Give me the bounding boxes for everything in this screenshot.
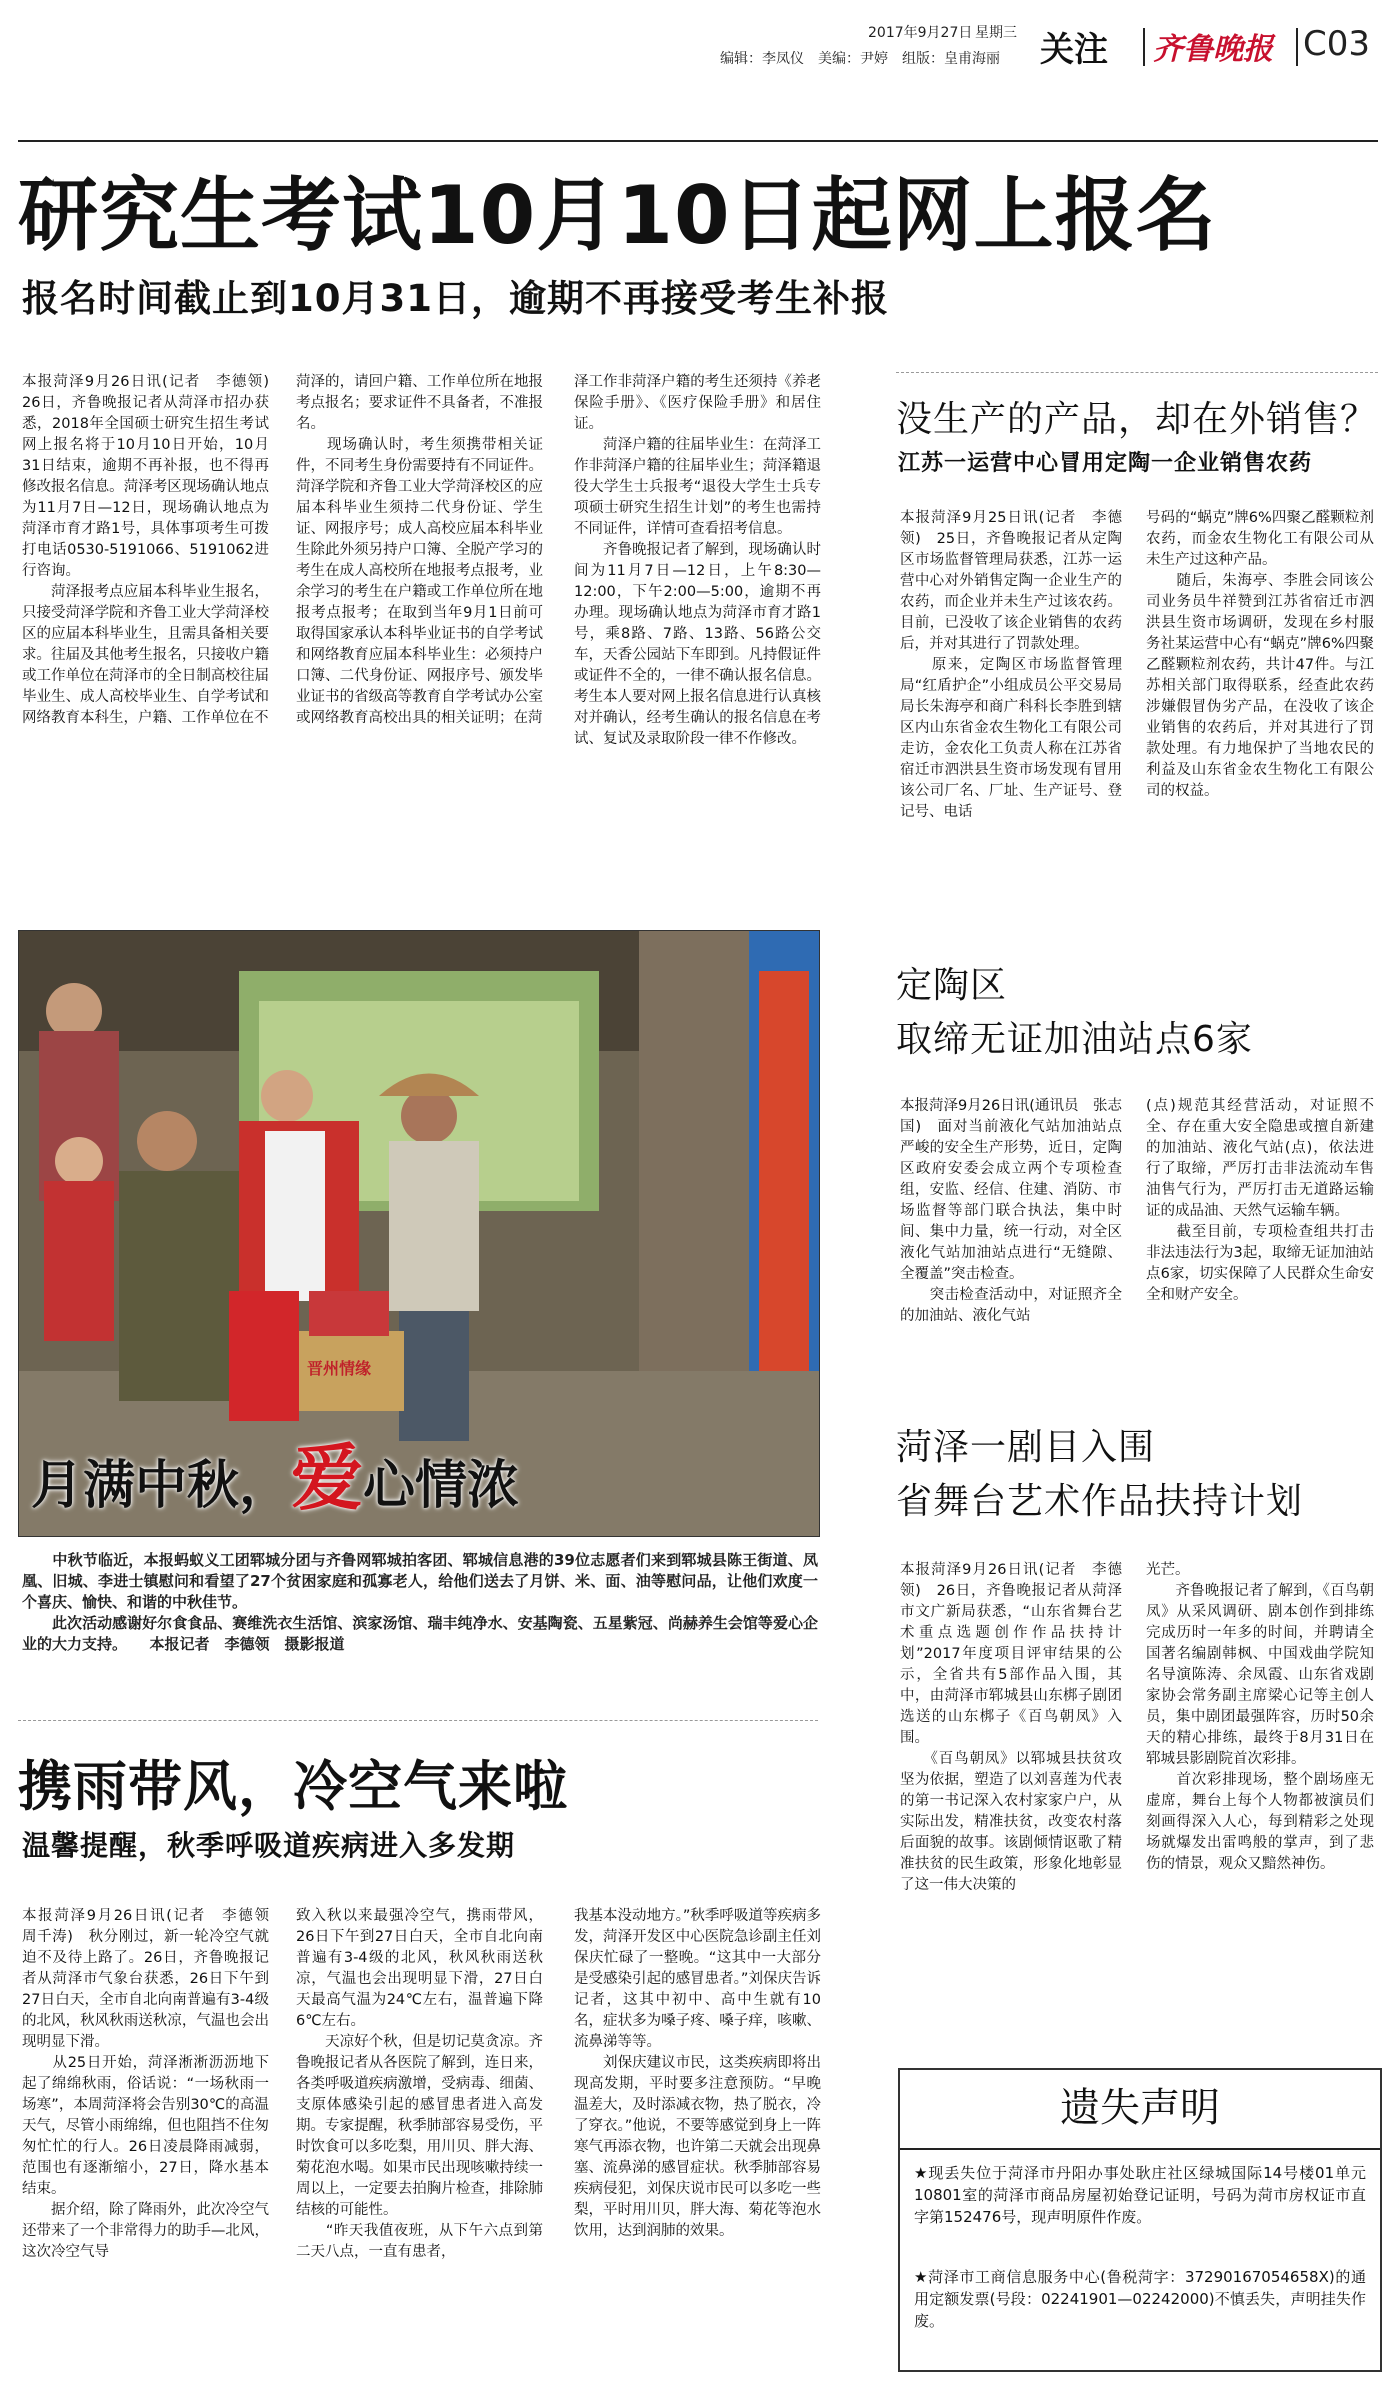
photo-overlay-love: 爱 xyxy=(291,1436,364,1520)
photo-sign: 晋州情缘 xyxy=(307,1359,372,1378)
gas-col1: 本报菏泽9月26日讯(通讯员 张志国) 面对当前液化气站加油站点严峻的安全生产形势，近日，定陶区政府安委会成立两个专项检查组，安监、经信、住建、消防、市场监督等部门联合执法，集中时间、集中力量，统一行动，对全区液化气站加油站点进行“无缝隙、全覆盖”突击检查。 突击检查活动中，对证照齐全的加油站、液化气站 xyxy=(900,1098,1122,1324)
main-article-col2: 菏泽的，请回户籍、工作单位所在地报考点报名；要求证件不具备者，不准报名。 现场确认时，考生须携带相关证件，不同考生身份需要持有不同证件。菏泽学院和齐鲁工业大学菏泽校区的应届本科毕业生须持二代身份证、学生证、网报序号；成人高校应届本科毕业生除此外须另持户口簿、全脱产学习的考生在成人高校所在地报考点报考，业余学习的考生在户籍或工作单位所在地报考点报考；在取到当年9月1日前可取得国家承认本科毕业证书的自学考试和网络教育应届本科毕业生：必须持户口簿、二代身份证、网报序号、颁发毕业证书的省级高等教育自学考试办公室或网络教育高校出具的相关证明；在菏 xyxy=(296,374,543,726)
weather-col1: 本报菏泽9月26日讯(记者 李德领 周千涛) 秋分刚过，新一轮冷空气就迫不及待上路了。26日，齐鲁晚报记者从菏泽市气象台获悉，26日下午到27日白天，全市自北向南普遍有3-4级的北风，秋风秋雨送秋凉，气温也会出现明显下滑。 从25日开始，菏泽淅淅沥沥地下起了绵绵秋雨，俗话说：“一场秋雨一场寒”，本周菏泽将会告别30℃的高温天气，尽管小雨绵绵，但也阻挡不住匆匆忙忙的行人。26日凌晨降雨减弱，范围也有逐渐缩小，27日，降水基本结束。 据介绍，除了降雨外，此次冷空气还带来了一个非常得力的助手—北风，这次冷空气导 xyxy=(22,1908,269,2260)
photo-overlay-title xyxy=(31,1436,520,1520)
lost-notice-box xyxy=(898,2068,1382,2372)
header-date: 2017年9月27日 xyxy=(868,25,973,41)
main-headline: 研究生考试10月10日起网上报名 xyxy=(18,169,1217,262)
section-tag: 关注 xyxy=(1040,30,1108,70)
weather-col2: 致入秋以来最强冷空气，携雨带风，26日下午到27日白天，全市自北向南普遍有3-4级的北风，秋风秋雨送秋凉，气温也会出现明显下滑，27日白天最高气温为24℃左右，温普遍下降6℃左右。 天凉好个秋，但是切记莫贪凉。齐鲁晚报记者从各医院了解到，连日来，各类呼吸道疾病激增，受病毒、细菌、支原体感染引起的感冒患者进入高发期。专家提醒，秋季肺部容易受伤，平时饮食可以多吃梨，用川贝、胖大海、菊花泡水喝。如果市民出现咳嗽持续一周以上，一定要去拍胸片检查，排除肺结核的可能性。 “昨天我值夜班，从下午六点到第二天八点，一直有患者， xyxy=(296,1908,543,2260)
drama-col2: 光芒。 齐鲁晚报记者了解到，《百鸟朝凤》从采风调研、剧本创作到排练完成历时一年多的时间，并聘请全国著名编剧韩枫、中国戏曲学院知名导演陈涛、余凤霞、山东省戏剧家协会常务副主席梁心记等主创人员，集中剧团最强阵容，历时50余天的精心排练，最终于8月31日在郓城县影剧院首次彩排。 首次彩排现场，整个剧场座无虚席，舞台上每个人物都被演员们刻画得深入人心，每到精彩之处现场就爆发出雷鸣般的掌声，到了悲伤的情景，观众又黯然神伤。 xyxy=(1146,1562,1374,1872)
notice-title-rule xyxy=(900,2148,1380,2150)
header-divider-1 xyxy=(1143,28,1145,66)
notice-item-1: ★现丢失位于菏泽市丹阳办事处耿庄社区绿城国际14号楼01单元10801室的菏泽市商品房屋初始登记证明，号码为菏市房权证市直字第152476号，现声明原件作废。 xyxy=(914,2164,1366,2226)
drama-col1: 本报菏泽9月26日讯(记者 李德领) 26日，齐鲁晚报记者从菏泽市文广新局获悉，“山东省舞台艺术重点选题创作作品扶持计划”2017年度项目评审结果的公示，全省共有5部作品入围，其中，由菏泽市郓城县山东梆子剧团选送的山东梆子《百鸟朝凤》入围。 《百鸟朝凤》以郓城县扶贫攻坚为依据，塑造了以刘喜莲为代表的第一书记深入农村家家户户，从实际出发，精准扶贫，改变农村落后面貌的故事。该剧倾情讴歌了精准扶贫的民生政策，形象化地彰显了这一伟大决策的 xyxy=(900,1562,1122,1893)
main-article-col1: 本报菏泽9月26日讯(记者 李德领) 26日，齐鲁晚报记者从菏泽市招办获悉，2018年全国硕士研究生招生考试网上报名将于10月10日开始，10月31日结束，逾期不再补报，也不得再修改报名信息。菏泽考区现场确认地点为11月7日—12日，现场确认地点为菏泽市育才路1号，具体事项考生可拨打电话0530-5191066、5191062进行咨询。 菏泽报考点应届本科毕业生报名，只接受菏泽学院和齐鲁工业大学菏泽校区的应届本科毕业生，且需具备相关要求。往届及其他考生报名，只接收户籍或工作单位在菏泽市的全日制高校往届毕业生、成人高校毕业生、自学考试和网络教育本科生，户籍、工作单位在不 xyxy=(22,374,269,726)
main-article-col3: 泽工作非菏泽户籍的考生还须持《养老保险手册》、《医疗保险手册》和居住证。 菏泽户籍的往届毕业生：在菏泽工作非菏泽户籍的往届毕业生；菏泽籍退役大学生士兵报考“退役大学生士兵专项硕士研究生招生计划”的考生也需持不同证件，详情可查看招考信息。 齐鲁晚报记者了解到，现场确认时间为11月7日—12日，上午8:30—12:00，下午2:00—5:00，逾期不再办理。现场确认地点为菏泽市育才路1号，乘8路、7路、13路、56路公交车，天香公园站下车即到。凡持假证件或证件不全的，一律不确认报名信息。考生本人要对网上报名信息进行认真核对并确认，经考生确认的报名信息在考试、复试及录取阶段一律不作修改。 xyxy=(574,374,821,747)
page-number: C03 xyxy=(1303,24,1371,64)
gas-headline-line2: 取缔无证加油站点6家 xyxy=(896,1019,1253,1060)
mid-autumn-photo xyxy=(18,930,820,1537)
weather-col3: 我基本没动地方。”秋季呼吸道等疾病多发，菏泽开发区中心医院急诊副主任刘保庆忙碌了一整晚。“这其中一大部分是受感染引起的感冒患者。”刘保庆告诉记者，这其中初中、高中生就有10名，症状多为嗓子疼、嗓子痒，咳嗽、流鼻涕等等。 刘保庆建议市民，这类疾病即将出现高发期，平时要多注意预防。“早晚温差大，及时添减衣物，热了脱衣，冷了穿衣。”他说，不要等感觉到身上一阵寒气再添衣物，也许第二天就会出现鼻塞、流鼻涕的感冒症状。秋季肺部容易疾病侵犯，刘保庆说市民可以多吃一些梨，平时用川贝，胖大海、菊花等泡水饮用，达到润肺的效果。 xyxy=(574,1908,821,2239)
weather-subheadline: 温馨提醒，秋季呼吸道疾病进入多发期 xyxy=(22,1829,516,1862)
gas-col2: (点)规范其经营活动，对证照不全、存在重大安全隐患或擅自新建的加油站、液化气站(点)，依法进行了取缔，严厉打击非法流动车售油售气行为，严厉打击无道路运输证的成品油、天然气运输车辆。 截至目前，专项检查组共打击非法违法行为3起，取缔无证加油站点6家，切实保障了人民群众生命安全和财产安全。 xyxy=(1146,1098,1374,1303)
weather-divider xyxy=(18,1720,818,1721)
header-editors: 编辑：李凤仪 美编：尹婷 组版：皇甫海丽 xyxy=(720,51,1000,67)
notice-item-2: ★菏泽市工商信息服务中心(鲁税菏字：37290167054658X)的通用定额发票(号段：02241901—02242000)不慎丢失，声明挂失作废。 xyxy=(914,2268,1366,2330)
photo-caption: 中秋节临近，本报蚂蚁义工团郓城分团与齐鲁网郓城拍客团、郓城信息港的39位志愿者们来到郓城县陈王街道、凤凰、旧城、李进士镇慰问和看望了27个贫困家庭和孤寡老人，给他们送去了月饼、米、面、油等慰问品，让他们欢度一个喜庆、愉快、和谐的中秋佳节。 此次活动感谢好尔食食品、赛维洗衣生活馆、滨家汤馆、瑞丰纯净水、安基陶瓷、五星紫冠、尚赫养生会馆等爱心企业的大力支持。 本报记者 李德领 摄影报道 xyxy=(22,1551,818,1653)
sales-headline: 没生产的产品，却在外销售？ xyxy=(896,399,1378,440)
gas-headline-line1: 定陶区 xyxy=(896,965,1008,1006)
sales-col1: 本报菏泽9月25日讯(记者 李德领) 25日，齐鲁晚报记者从定陶区市场监督管理局获悉，江苏一运营中心对外销售定陶一企业生产的农药，而企业并未生产过该农药。目前，已没收了该企业销售的农药后，并对其进行了罚款处理。 原来，定陶区市场监督管理局“红盾护企”小组成员公平交易局局长朱海亭和商广科科长李胜到辖区内山东省金农生物化工有限公司走访，金农化工负责人称在江苏省宿迁市泗洪县生资市场发现有冒用该公司厂名、厂址、生产证号、登记号、电话 xyxy=(900,510,1122,820)
header-rule xyxy=(18,140,1378,142)
header-divider-2 xyxy=(1296,28,1298,66)
sales-col2: 号码的“蜗克”牌6%四聚乙醛颗粒剂农药，而金农生物化工有限公司从未生产过这种产品。 随后，朱海亭、李胜会同该公司业务员牛祥赞到江苏省宿迁市泗洪县生资市场调研，发现在乡村服务社某运营中心有“蜗克”牌6%四聚乙醛颗粒剂农药，共计47件。与江苏相关部门取得联系，经查此农药涉嫌假冒伪劣产品，在没收了该企业销售的农药后，并对其进行了罚款处理。有力地保护了当地农民的利益及山东省金农生物化工有限公司的权益。 xyxy=(1146,510,1374,799)
photo-overlay-part2: 心情浓 xyxy=(363,1456,520,1516)
header-weekday: 星期三 xyxy=(975,25,1017,41)
main-subheadline: 报名时间截止到10月31日，逾期不再接受考生补报 xyxy=(22,277,889,320)
drama-headline-line2: 省舞台艺术作品扶持计划 xyxy=(896,1481,1304,1522)
notice-title: 遗失声明 xyxy=(1060,2085,1220,2131)
drama-headline-line1: 菏泽一剧目入围 xyxy=(896,1427,1156,1468)
photo-overlay-part1: 月满中秋， xyxy=(31,1456,292,1516)
weather-headline: 携雨带风，冷空气来啦 xyxy=(18,1755,568,1818)
sales-subheadline: 江苏一运营中心冒用定陶一企业销售农药 xyxy=(898,451,1313,476)
right-column-divider-top xyxy=(896,372,1378,373)
newspaper-brand: 齐鲁晚报 xyxy=(1153,32,1273,67)
